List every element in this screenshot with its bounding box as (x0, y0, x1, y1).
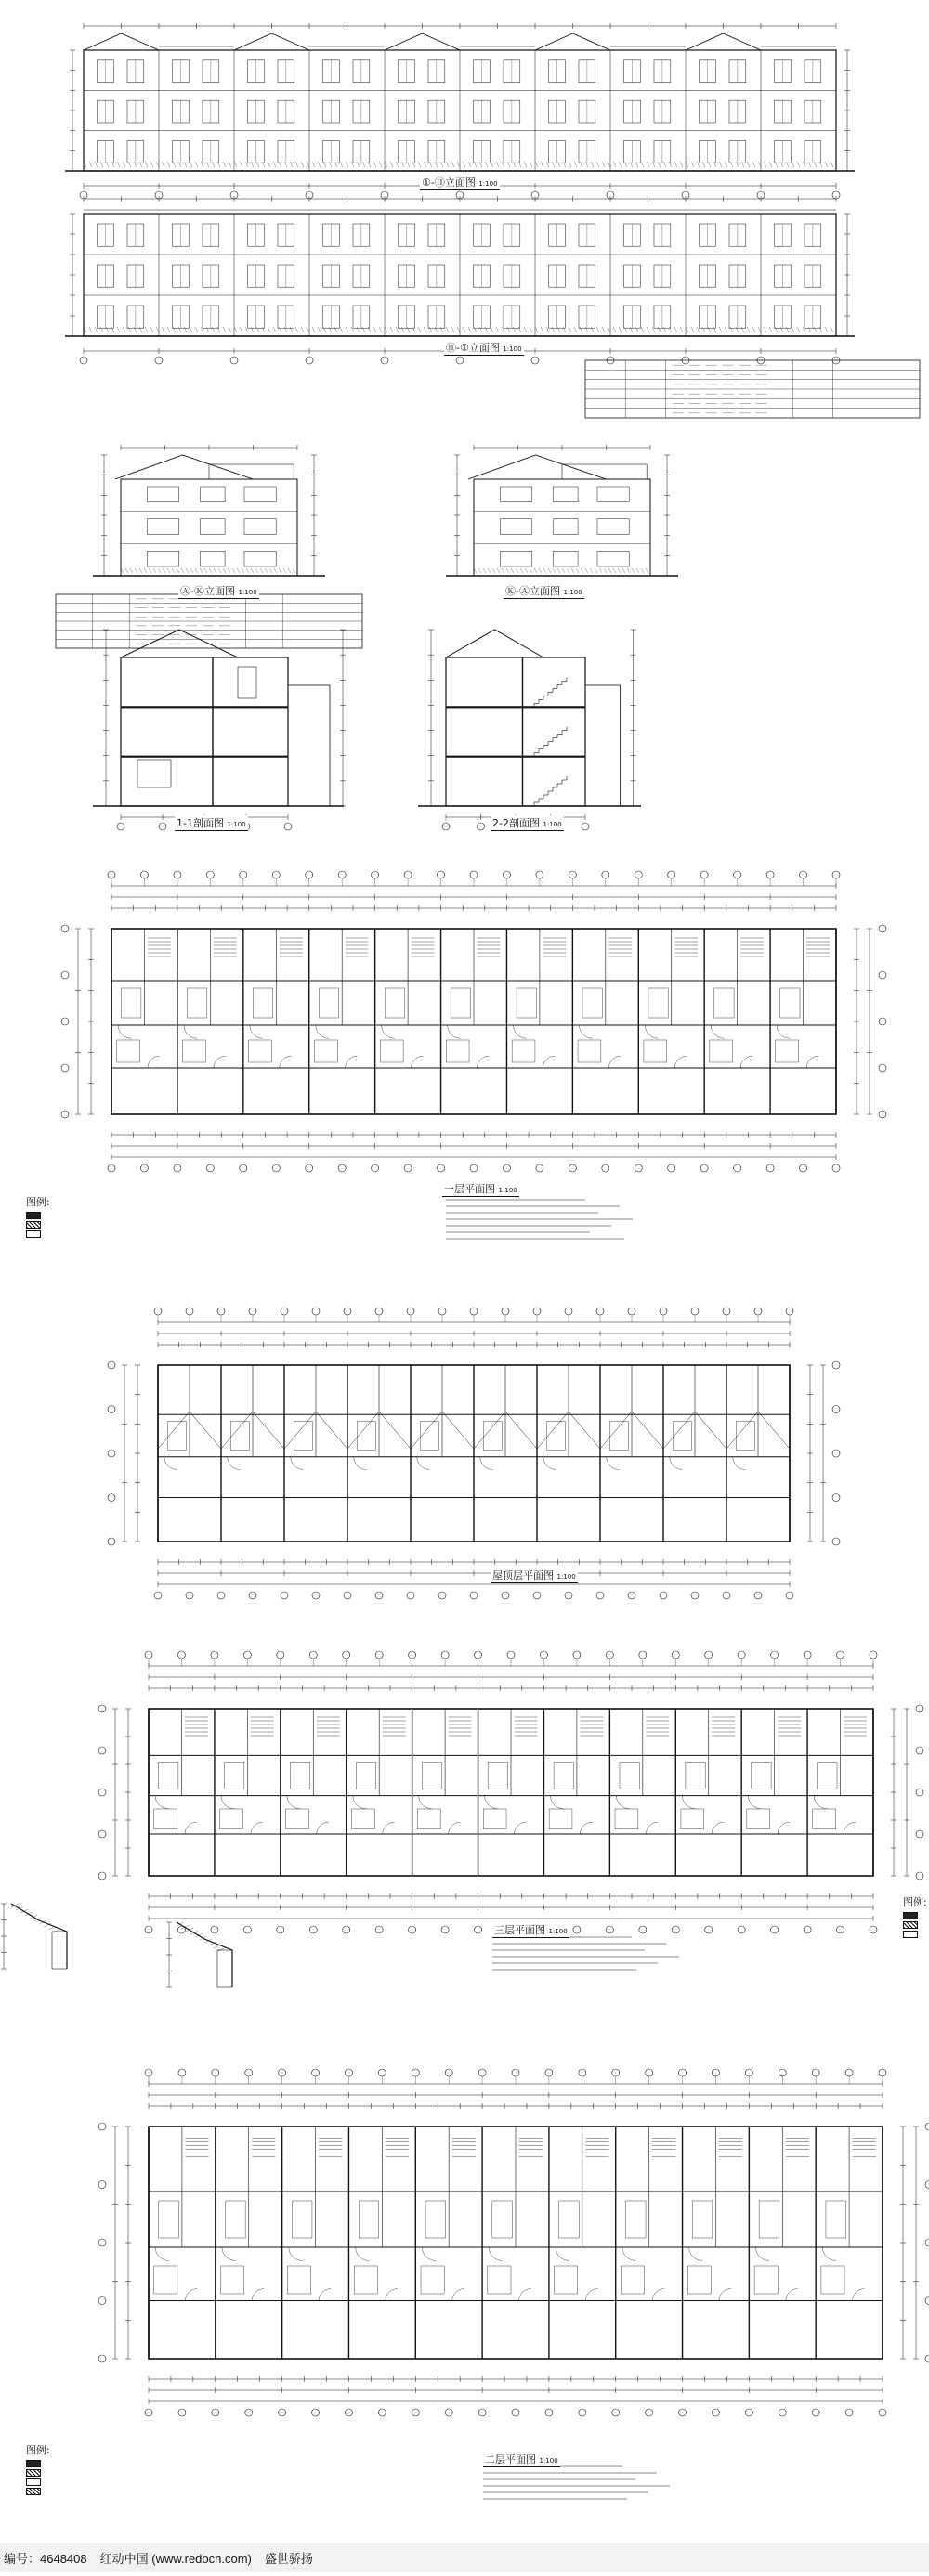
legend-row (903, 1921, 927, 1929)
legend-row (26, 2478, 50, 2486)
legend-swatch (903, 1921, 918, 1929)
legend-plan-3 (903, 1894, 927, 1940)
legend-row (26, 2488, 50, 2495)
legend-title: 图例: (903, 1896, 927, 1908)
legend-swatch (26, 1212, 41, 1219)
legend-row (26, 1212, 50, 1219)
section-1-title: 1-1剖面图 1:100 (177, 817, 246, 829)
plan-2-title: 二层平面图 1:100 (485, 2453, 558, 2465)
plan-1-title: 一层平面图 1:100 (444, 1183, 517, 1195)
elevation-2-title: ⑪-①立面图 1:100 (446, 342, 522, 354)
legend-row (26, 2460, 50, 2467)
legend-row (903, 1931, 927, 1938)
elevation-1-title: ①-⑪立面图 1:100 (422, 176, 498, 189)
legend-title: 图例: (26, 1196, 50, 1208)
elevation-3-title: Ⓐ-Ⓚ立面图 1:100 (180, 585, 257, 597)
legend-swatch (903, 1912, 918, 1919)
watermark-footer (0, 2543, 929, 2572)
legend-plan-2 (26, 2442, 50, 2497)
legend-row (26, 1221, 50, 1229)
legend-plan-1 (26, 1194, 50, 1240)
site-name: 红动中国 (www.redocn.com) (99, 2552, 252, 2566)
legend-swatch (26, 1221, 41, 1229)
author-name: 盛世骄扬 (264, 2552, 313, 2566)
legend-swatch (26, 2488, 41, 2495)
plan-3-title: 三层平面图 1:100 (494, 1924, 568, 1936)
roof-plan-title: 屋顶层平面图 1:100 (492, 1569, 576, 1581)
elevation-4-title: Ⓚ-Ⓐ立面图 1:100 (505, 585, 582, 597)
legend-row (26, 1230, 50, 1238)
section-2-title: 2-2剖面图 1:100 (492, 817, 562, 829)
legend-row (26, 2469, 50, 2477)
legend-swatch (26, 2469, 41, 2477)
image-id: 编号：4648408 (4, 2552, 87, 2566)
legend-swatch (26, 1230, 41, 1238)
legend-swatch (903, 1931, 918, 1938)
legend-title: 图例: (26, 2444, 50, 2456)
legend-swatch (26, 2478, 41, 2486)
legend-swatch (26, 2460, 41, 2467)
legend-row (903, 1912, 927, 1919)
